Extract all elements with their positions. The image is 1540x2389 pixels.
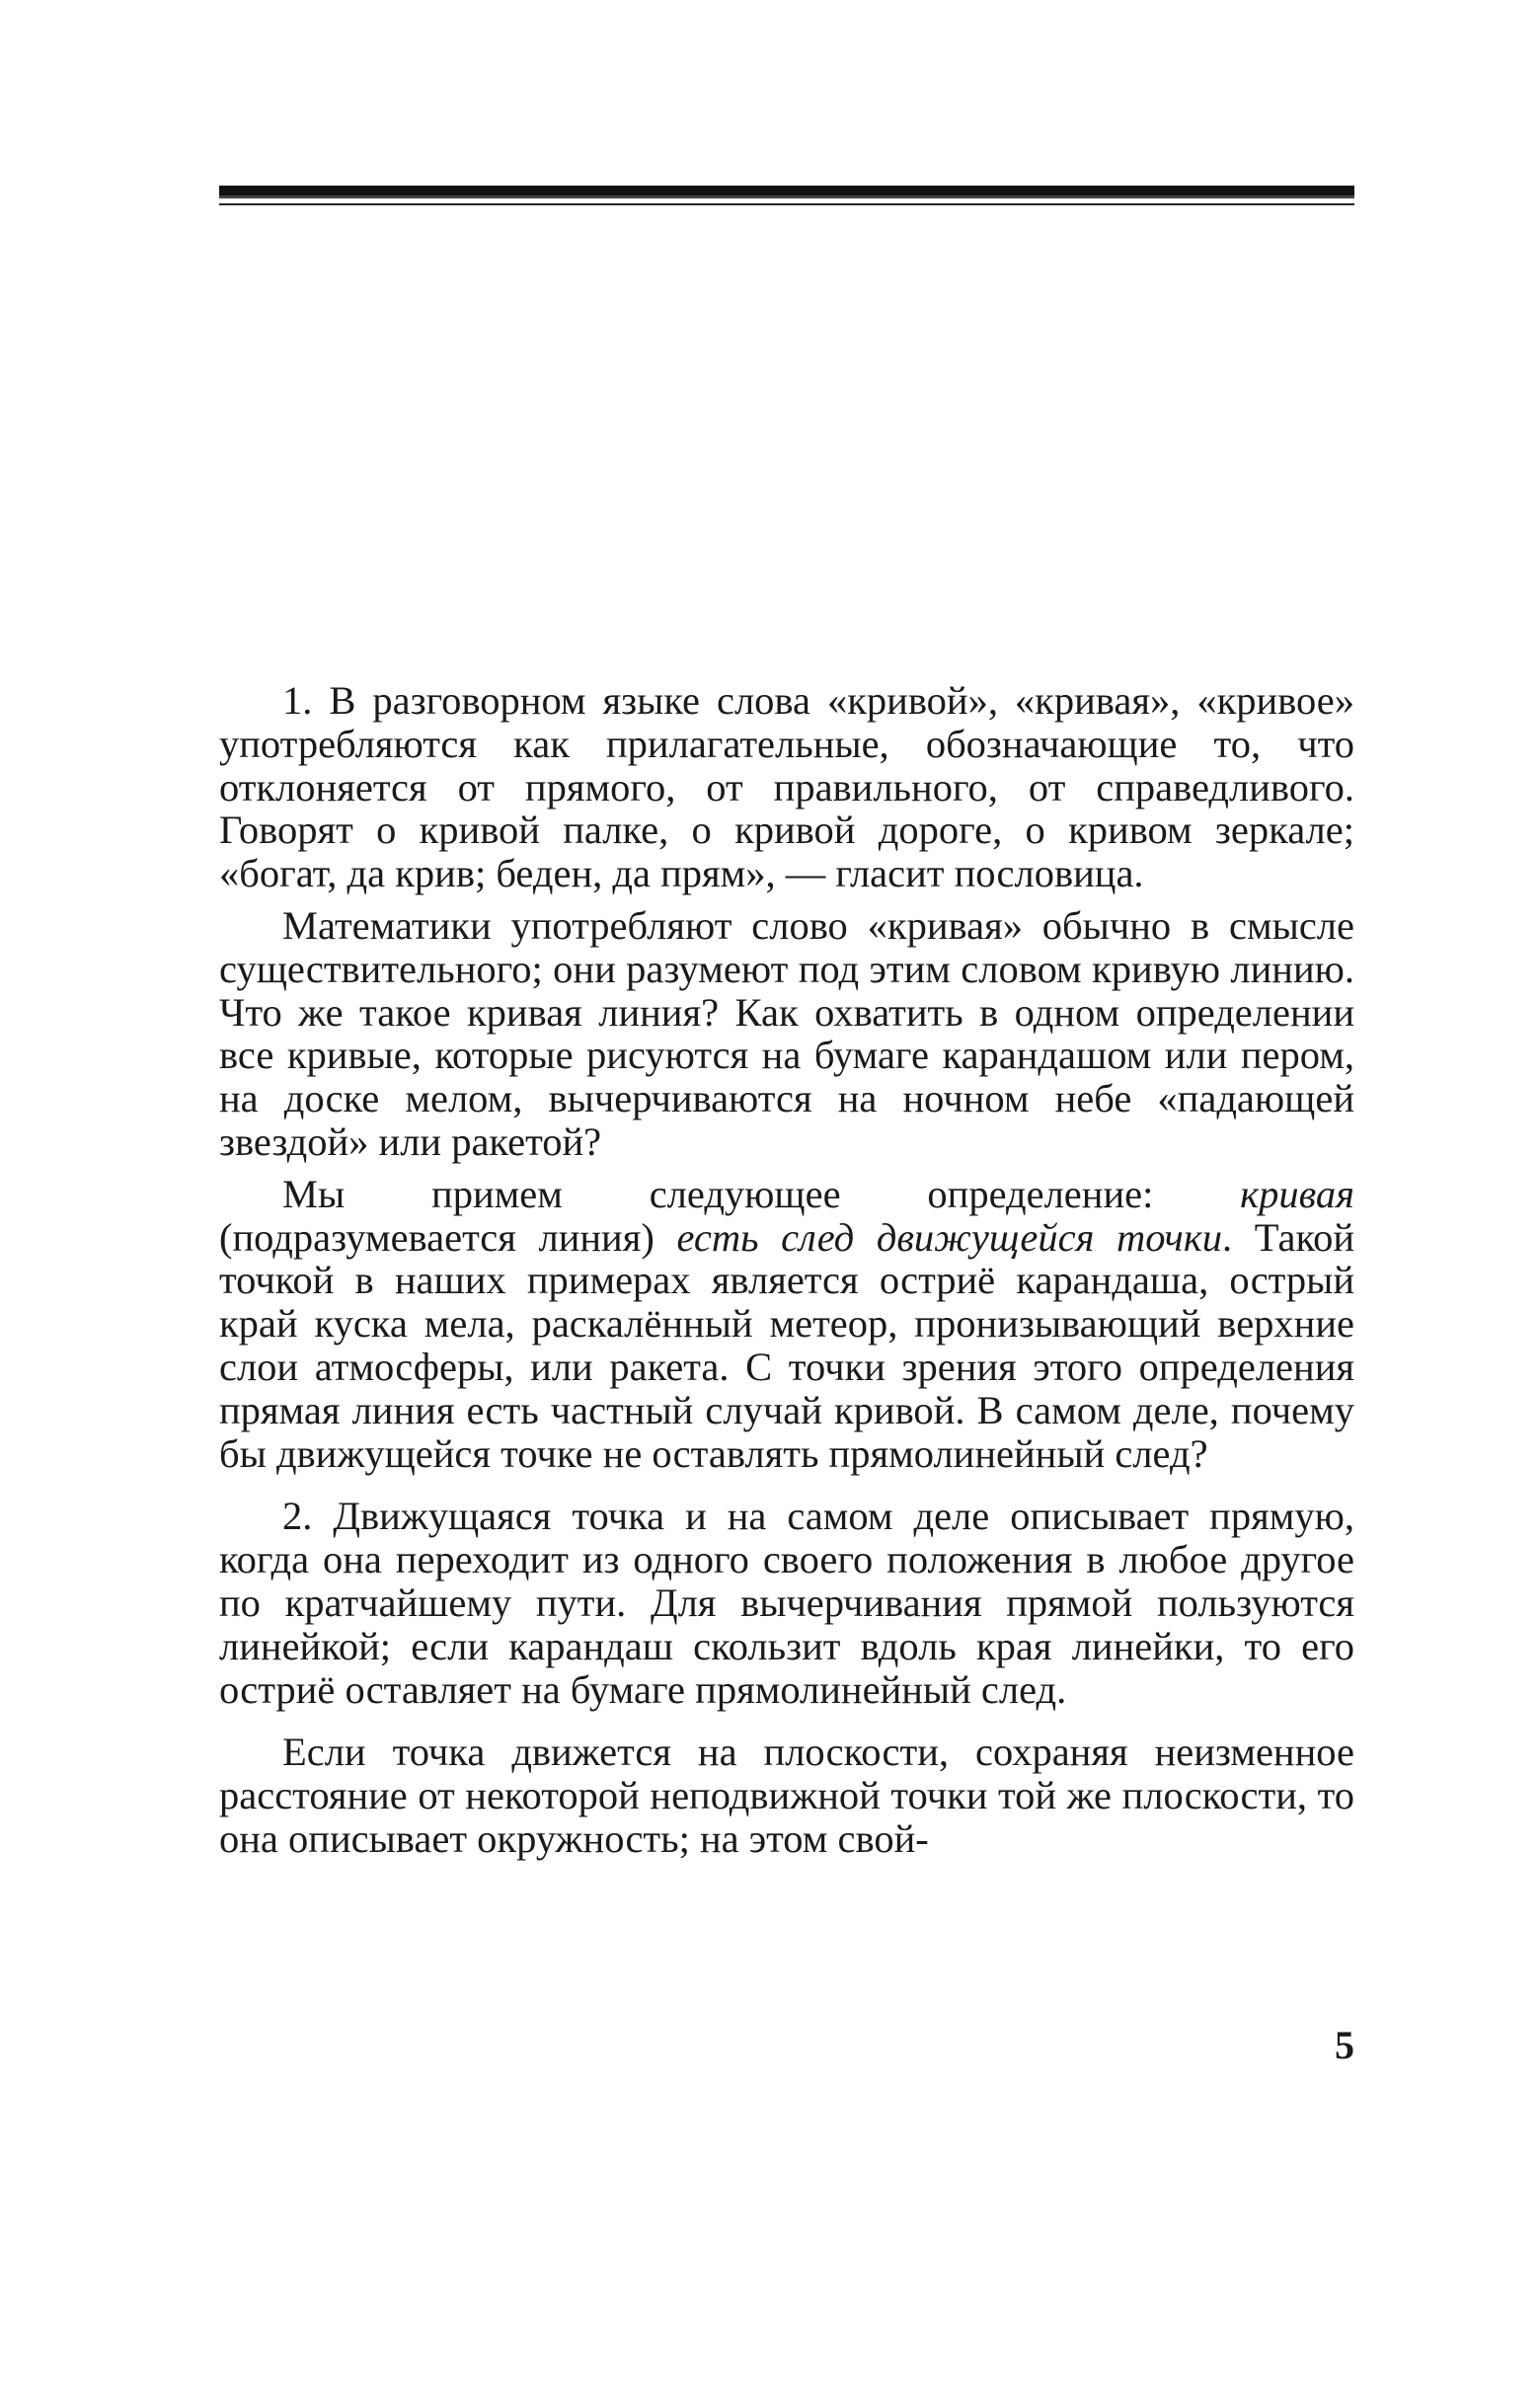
paragraph-2: Математики употребляют слово «кривая» обычно в смысле существительного; они разумеют под этим словом кривую линию. Что же такое кривая линия? Как охватить в одном определении все кривые, которые рисуются на бумаге карандашом или пером, на доске мелом, вычерчиваются на ночном небе «падающей звездой» или ракетой? — [219, 902, 1354, 1164]
top-rule-thin — [219, 203, 1354, 205]
top-rule — [219, 186, 1354, 198]
paragraph-3-before: Мы примем следующее определение: — [282, 1171, 1241, 1216]
paragraph-3-after: . Такой точкой в наших примерах является остриё карандаша, острый край куска мела, раскалённый метеор, пронизывающий верхние слои атмосферы, или ракета. С точки зрения этого определения прямая линия есть частный случай кривой. В самом деле, почему бы движущейся точке не оставлять прямолинейный след? — [219, 1214, 1354, 1476]
paragraph-3 — [219, 1173, 1354, 1476]
paragraph-1: 1. В разговорном языке слова «кривой», «кривая», «кривое» употребляются как прилагательные, обозначающие то, что отклоняется от прямого, от правильного, от справедливого. Говорят о кривой палке, о кривой дороге, о кривом зеркале; «богат, да крив; беден, да прям», — гласит пословица. — [219, 678, 1354, 896]
text-block — [219, 679, 1354, 1861]
paragraph-5: Если точка движется на плоскости, сохраняя неизменное расстояние от некоторой неподвижной точки той же плоскости, то она описывает окружность; на этом свой- — [219, 1730, 1354, 1861]
paragraph-4: 2. Движущаяся точка и на самом деле описывает прямую, когда она переходит из одного своего положения в любое другое по кратчайшему пути. Для вычерчивания прямой пользуются линейкой; если карандаш скользит вдоль края линейки, то его остриё оставляет на бумаге прямолинейный след. — [219, 1494, 1354, 1712]
paragraph-3-middle: (подразумевается линия) — [219, 1214, 677, 1260]
page-number: 5 — [1335, 2023, 1354, 2067]
definition-text: есть след движущейся точки — [676, 1214, 1223, 1260]
term-curve: кривая — [1240, 1171, 1354, 1216]
